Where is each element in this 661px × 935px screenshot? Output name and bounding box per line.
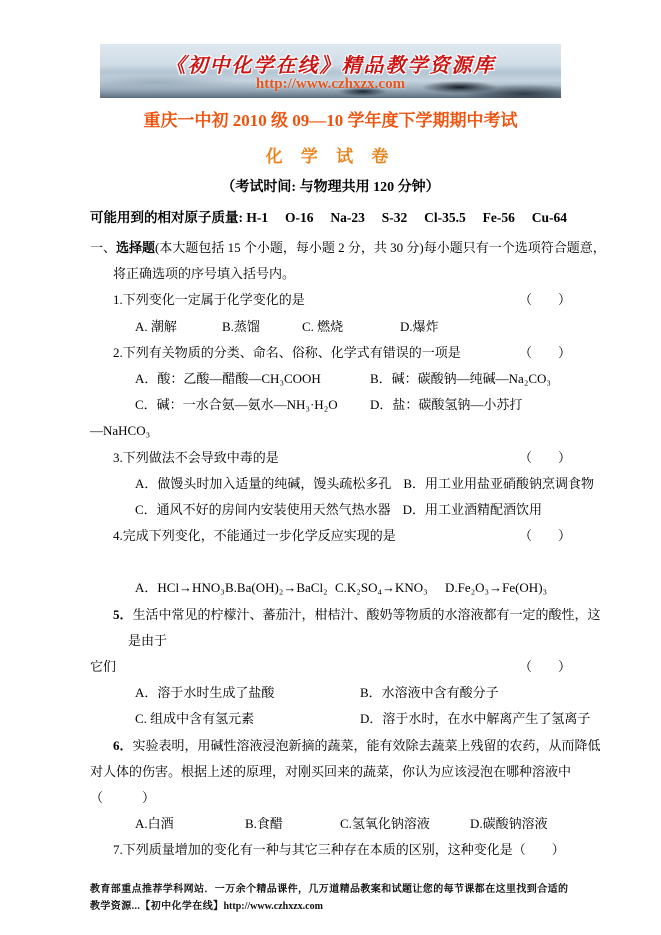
q6-option-d: D.碳酸钠溶液	[470, 816, 548, 832]
q1-option-c: C. 燃烧	[302, 318, 344, 334]
q3-option-b: B．用工业用盐亚硝酸钠烹调食物	[403, 475, 595, 491]
question-4-options	[90, 575, 571, 601]
question-5-options-cd	[90, 706, 591, 732]
question-5-line3	[90, 654, 571, 680]
q1-option-d: D.爆炸	[400, 318, 439, 334]
answer-bracket-2: （ ）	[518, 344, 571, 360]
q3-option-a: A．做馒头时加入适量的纯碱，馒头疏松多孔	[135, 475, 392, 491]
question-3-text: 3.下列做法不会导致中毒的是	[113, 449, 279, 465]
q4-option-c: C.K₂SO₄→KNO₃	[335, 580, 428, 596]
q1-option-a: A. 潮解	[135, 318, 177, 334]
exam-title: 重庆一中初 2010 级 09—10 学年度下学期期中考试	[143, 111, 518, 130]
section-title: 选择题	[116, 240, 156, 255]
answer-bracket-4: （ ）	[518, 528, 571, 544]
q6-option-c: C.氢氧化钠溶液	[340, 816, 430, 832]
paper-title: 化 学 试 卷	[265, 147, 396, 166]
q2-option-c: C．碱：一水合氨—氨水—NH₃·H₂O	[135, 397, 338, 413]
answer-bracket-1: （ ）	[518, 292, 571, 308]
page-footer	[90, 881, 571, 915]
footer-site-name: 教学资源...【初中化学在线】	[90, 900, 224, 912]
footer-line1: 教育部重点推荐学科网站．一万余个精品课件，几万道精品教案和试题让您的每节课都在这里找到合适的	[90, 883, 569, 895]
question-3	[90, 445, 571, 471]
section-number: 一、	[90, 240, 117, 255]
question-5-text1: 生活中常见的柠檬汁、蕃茄汁，柑桔汁、酸奶等物质的水溶液都有一定的酸性，这	[132, 606, 601, 622]
atomic-mass-label: 可能用到的相对原子质量:	[90, 210, 247, 225]
questions-section	[90, 235, 606, 864]
banner-site-url: http://www.czhxzx.com	[255, 76, 406, 92]
q3-option-c: C．通风不好的房间内安装使用天然气热水器	[135, 501, 391, 517]
atomic-mass-line	[90, 206, 571, 226]
footer-site-url: http://www.czhxzx.com	[223, 900, 323, 912]
question-2	[90, 340, 571, 366]
question-7-text: 7.下列质量增加的变化有一种与其它三种存在本质的区别，这种变化是	[113, 842, 513, 858]
question-2-text: 2.下列有关物质的分类、命名、俗称、化学式有错误的一项是	[113, 344, 461, 360]
q1-option-b: B.蒸馏	[222, 318, 260, 334]
question-5-options-ab	[90, 680, 571, 706]
exam-time-note: （考试时间: 与物理共用 120 分钟）	[221, 180, 440, 195]
question-7	[90, 837, 571, 863]
q2-option-d-continuation: —NaHCO₃	[90, 423, 151, 439]
q4-option-b: B.Ba(OH)₂→BaCl₂	[225, 580, 328, 596]
site-banner	[100, 44, 561, 98]
question-5-line2: 是由于	[128, 632, 168, 648]
question-2-options-ab	[90, 366, 571, 392]
question-5-text3: 它们	[90, 659, 117, 674]
q5-option-a: A．溶于水时生成了盐酸	[135, 685, 275, 701]
q2-option-d: D．盐：碳酸氢钠—小苏打	[370, 397, 523, 413]
question-6-line2: 对人体的伤害。根据上述的原理，对刚买回来的蔬菜，你认为应该浸泡在哪种溶液中	[90, 763, 572, 779]
question-1	[90, 287, 571, 313]
question-6-options	[90, 811, 571, 837]
question-6-line1	[90, 733, 601, 759]
q5-option-b: B．水溶液中含有酸分子	[360, 685, 499, 701]
question-1-text: 1.下列变化一定属于化学变化的是	[113, 292, 305, 308]
banner-site-title: 《初中化学在线》精品教学资源库	[165, 55, 496, 77]
answer-bracket-6: （ ）	[90, 789, 156, 805]
q6-option-b: B.食醋	[245, 816, 283, 832]
question-1-options	[90, 314, 571, 340]
section-heading	[90, 235, 606, 261]
blank-line	[90, 549, 571, 575]
question-3-options-cd	[90, 497, 571, 523]
q2-option-b: B．碱：碳酸钠—纯碱—Na₂CO₃	[370, 370, 551, 386]
section-desc: (本大题包括 15 个小题，每小题 2 分，共 30 分)每小题只有一个选项符合题意，	[155, 240, 606, 255]
footer-line2	[90, 898, 571, 915]
q5-option-d: D．溶于水时，在水中解离产生了氢离子	[360, 711, 591, 727]
question-2-options-cd	[90, 392, 571, 418]
q6-option-a: A.白酒	[135, 816, 174, 832]
question-4-text: 4.完成下列变化，不能通过一步化学反应实现的是	[113, 528, 396, 544]
q4-option-a: A．HCl→HNO₃	[135, 580, 225, 596]
question-6-text1: 实验表明，用碱性溶液浸泡新摘的蔬菜，能有效除去蔬菜上残留的农药，从而降低	[132, 737, 601, 753]
answer-bracket-7: （ ）	[512, 842, 565, 858]
q5-option-c: C. 组成中含有氢元素	[135, 711, 255, 727]
answer-bracket-3: （ ）	[518, 449, 571, 465]
section-desc-line2: 将正确选项的序号填入括号内。	[113, 266, 296, 282]
q4-option-d: D.Fe₂O₃→Fe(OH)₃	[445, 580, 548, 596]
question-6-number: 6．	[113, 737, 133, 753]
q2-option-a: A．酸：乙酸—醋酸—CH₃COOH	[135, 370, 321, 386]
question-4	[90, 523, 571, 549]
question-3-options-ab	[90, 471, 595, 497]
question-5-line1	[90, 602, 601, 628]
q3-option-d: D．用工业酒精配酒饮用	[402, 501, 543, 517]
question-5-number: 5．	[113, 606, 133, 622]
answer-bracket-5: （ ）	[518, 659, 571, 674]
atomic-mass-values: H-1 O-16 Na-23 S-32 Cl-35.5 Fe-56 Cu-64	[246, 210, 567, 225]
